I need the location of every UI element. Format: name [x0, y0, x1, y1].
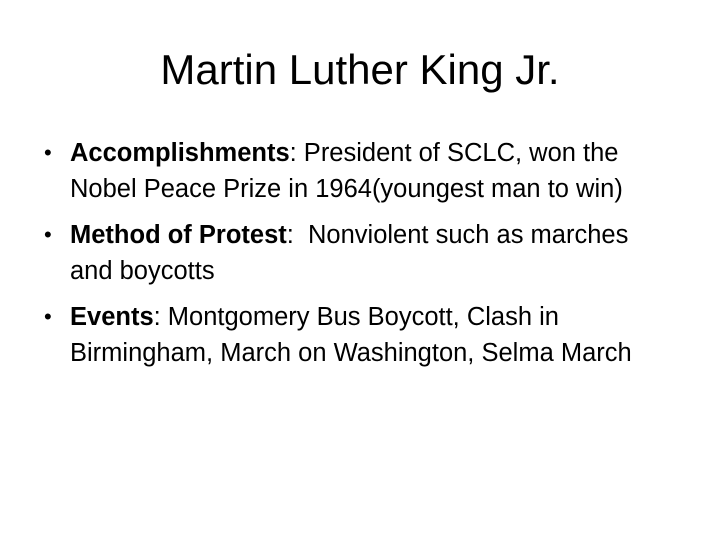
bullet-label-events: Events	[70, 303, 154, 331]
bullet-dot-icon: •	[44, 304, 52, 329]
bullet-text-method-of-protest: : Nonviolent such as marches and boycotts	[70, 221, 636, 285]
bullet-item-method-of-protest	[44, 217, 674, 289]
bullet-text-accomplishments: : President of SCLC, won the Nobel Peace Prize in 1964(youngest man to win)	[70, 139, 623, 203]
bullet-dot-icon: •	[44, 222, 52, 247]
bullet-item-events	[44, 299, 674, 371]
slide-title: Martin Luther King Jr.	[160, 46, 560, 93]
bullet-label-accomplishments: Accomplishments	[70, 139, 290, 167]
bullet-text-events: : Montgomery Bus Boycott, Clash in Birmingham, March on Washington, Selma March	[70, 303, 632, 367]
bullet-label-method-of-protest: Method of Protest	[70, 221, 287, 249]
bullet-item-accomplishments	[44, 135, 674, 207]
bullet-list	[44, 135, 674, 381]
bullet-dot-icon: •	[44, 140, 52, 165]
